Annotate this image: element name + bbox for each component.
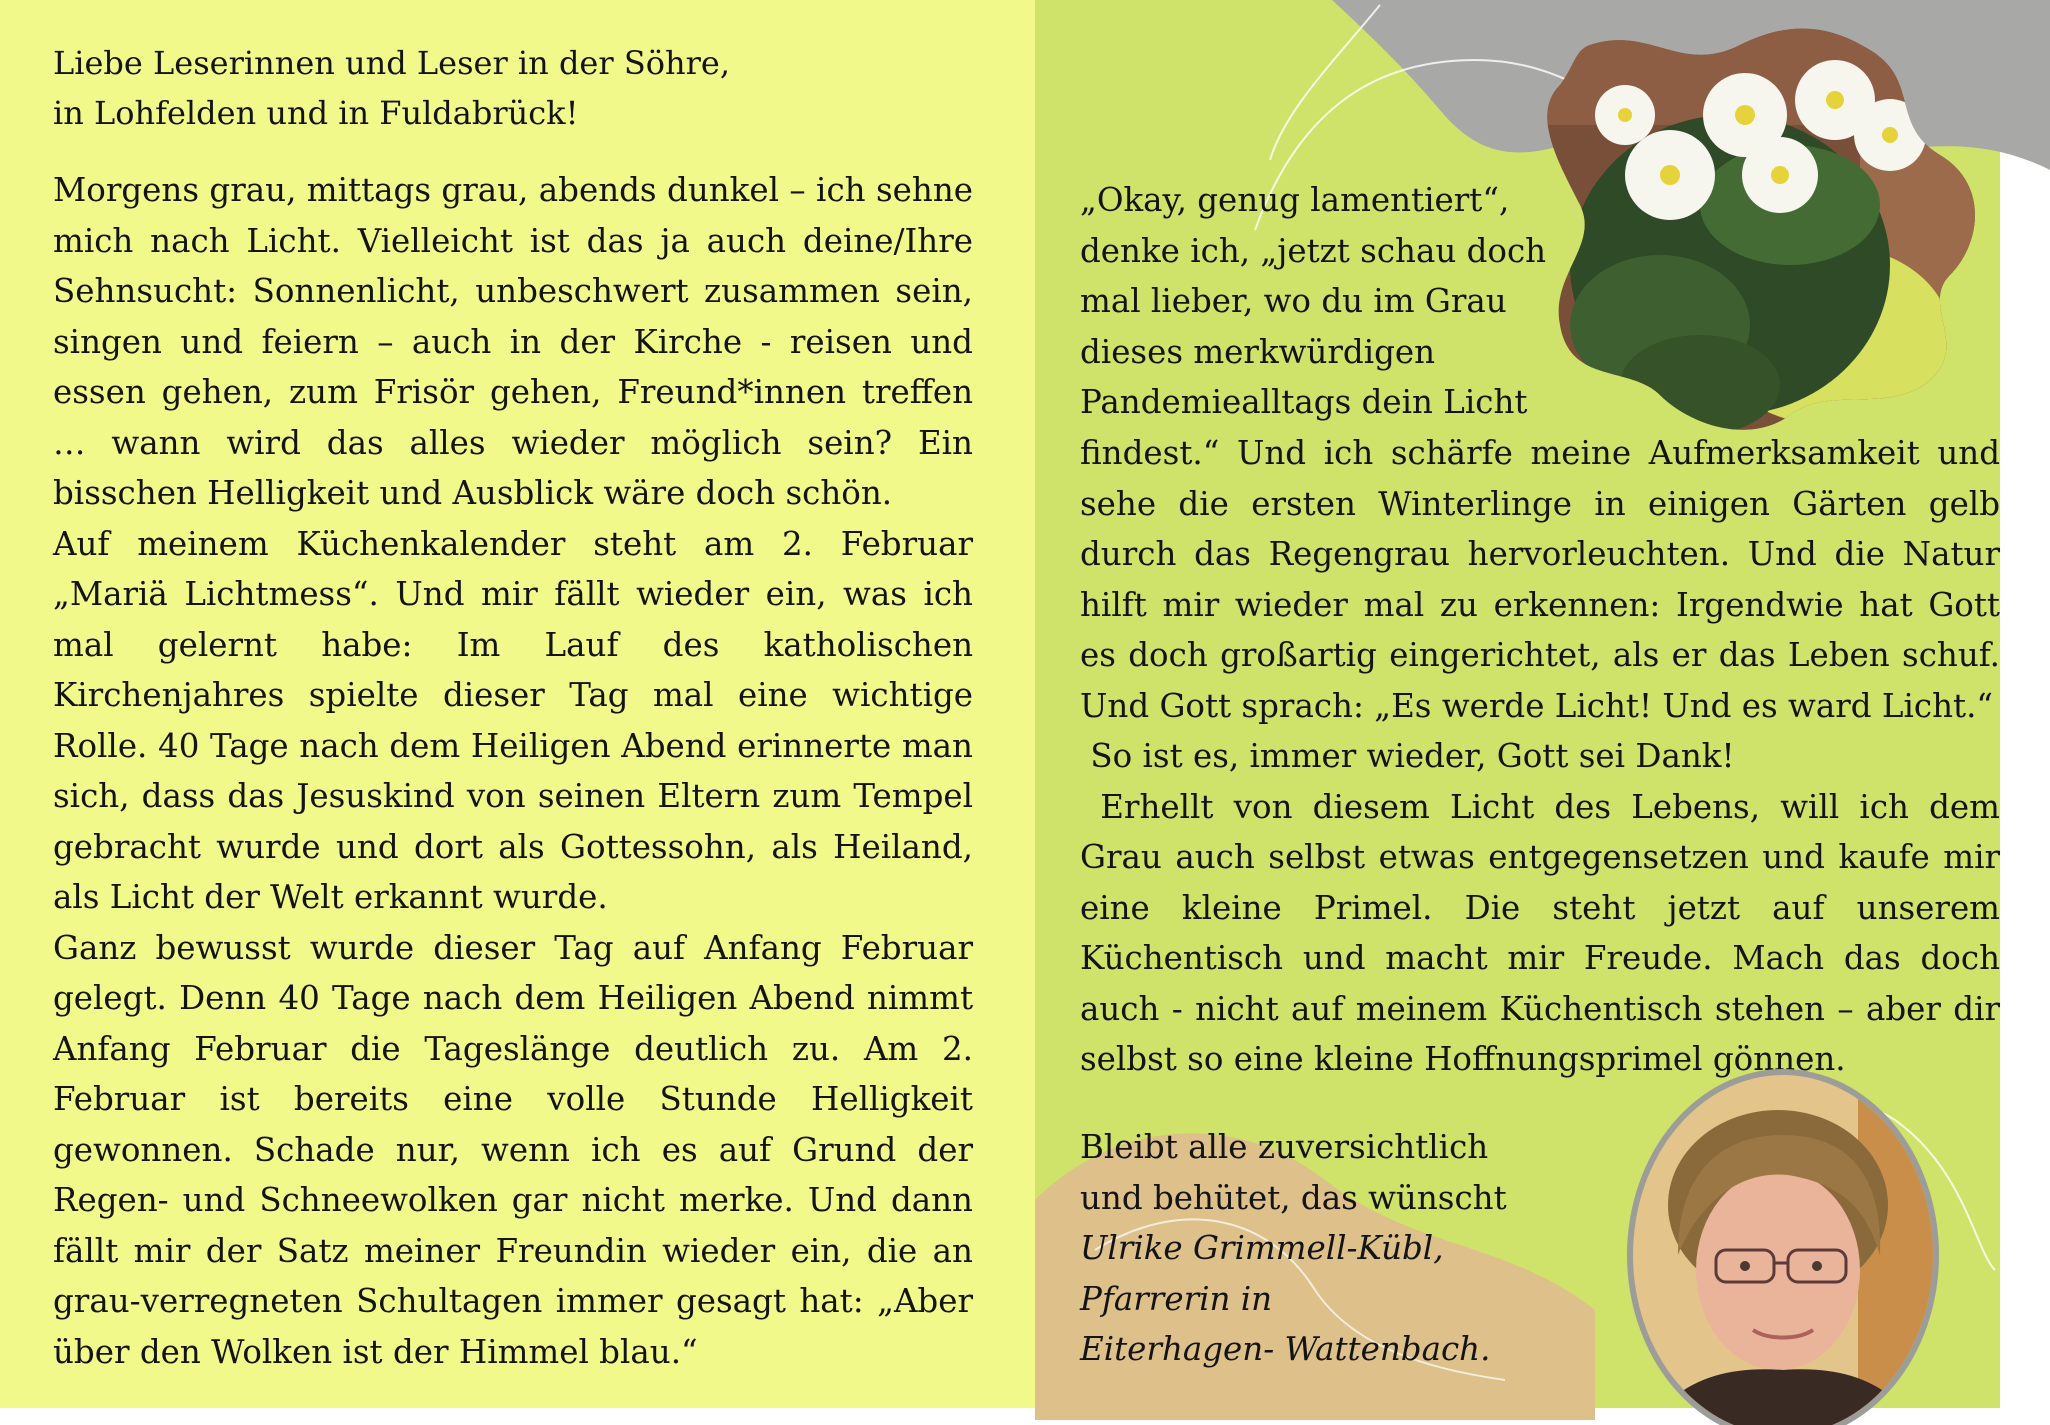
left-column-text <box>53 165 973 1377</box>
text-line: denke ich, „jetzt schau doch <box>1080 231 1547 270</box>
author-name: Ulrike Grimmell-Kübl, <box>1080 1229 1444 1267</box>
closing-line-2: und behütet, das wünscht <box>1080 1178 1507 1217</box>
closing-line-1: Bleibt alle zuversichtlich <box>1080 1128 1489 1166</box>
text-line: „Okay, genug lamentiert“, <box>1080 181 1510 219</box>
paragraph: Morgens grau, mittags grau, abends dunkel – ich sehne mich nach Licht. Vielleicht ist das ja auch deine/Ihre Sehnsucht: Sonnenlicht, unbeschwert zusammen sein, singen und feiern – auch in der Kirche - reisen und essen gehen, zum Frisör gehen, Freund*innen treffen … wann wird das alles wieder möglich sein? Ein bisschen Helligkeit und Ausblick wäre doch schön. <box>53 171 973 512</box>
greeting <box>53 38 1013 138</box>
right-column-intro <box>1080 175 1550 428</box>
text-line: dieses merkwürdigen <box>1080 332 1436 371</box>
primrose-photo <box>1530 5 1990 445</box>
author-role: Pfarrerin in <box>1080 1279 1273 1318</box>
closing-signature <box>1080 1122 1600 1375</box>
greeting-line-1: Liebe Leserinnen und Leser in der Söhre, <box>53 44 731 82</box>
paragraph: Ganz bewusst wurde dieser Tag auf Anfang Februar gelegt. Denn 40 Tage nach dem Heiligen Abend nimmt Anfang Februar die Tageslänge deutlich zu. Am 2. Februar ist bereits eine volle Stunde Helligkeit gewonnen. Schade nur, wenn ich es auf Grund der Regen- und Schneewolken gar nicht merke. Und dann fällt mir der Satz meiner Freundin wieder ein, die an grau-verregneten Schultagen immer gesagt hat: „Aber über den Wolken ist der Himmel blau.“ <box>53 928 973 1371</box>
left-page <box>0 0 1035 1408</box>
paragraph: findest.“ Und ich schärfe meine Aufmerksamkeit und sehe die ersten Winterlinge in einigen Gärten gelb durch das Regengrau hervorleuchten. Und die Natur hilft mir wieder mal zu erkennen: Irgendwie hat Gott es doch großartig eingerichtet, als er das Leben schuf. Und Gott sprach: „Es werde Licht! Und es ward Licht.“ <box>1080 434 2000 725</box>
greeting-line-2: in Lohfelden und in Fuldabrück! <box>53 94 579 132</box>
paragraph: Auf meinem Küchenkalender steht am 2. Februar „Mariä Lichtmess“. Und mir fällt wieder ein, was ich mal gelernt habe: Im Lauf des katholischen Kirchenjahres spielte dieser Tag mal eine wichtige Rolle. 40 Tage nach dem Heiligen Abend erinnerte man sich, dass das Jesuskind von seinen Eltern zum Tempel gebracht wurde und dort als Gottessohn, als Heiland, als Licht der Welt erkannt wurde. <box>53 524 973 916</box>
right-page <box>1035 0 2011 1408</box>
text-line: mal lieber, wo du im Grau <box>1080 282 1507 320</box>
text-line: Pandemiealltags dein Licht <box>1080 383 1528 421</box>
author-portrait <box>1618 1055 1948 1425</box>
right-column-text <box>1080 428 2011 1085</box>
paragraph: So ist es, immer wieder, Gott sei Dank! <box>1080 737 1735 775</box>
paragraph: Erhellt von diesem Licht des Lebens, will ich dem Grau auch selbst etwas entgegensetzen und kaufe mir eine kleine Primel. Die steht jetzt auf unserem Küchentisch und macht mir Freude. Mach das doch auch - nicht auf meinem Küchentisch stehen – aber dir selbst so eine kleine Hoffnungsprimel gönnen. <box>1080 787 2011 1078</box>
author-place: Eiterhagen- Wattenbach. <box>1080 1330 1491 1368</box>
